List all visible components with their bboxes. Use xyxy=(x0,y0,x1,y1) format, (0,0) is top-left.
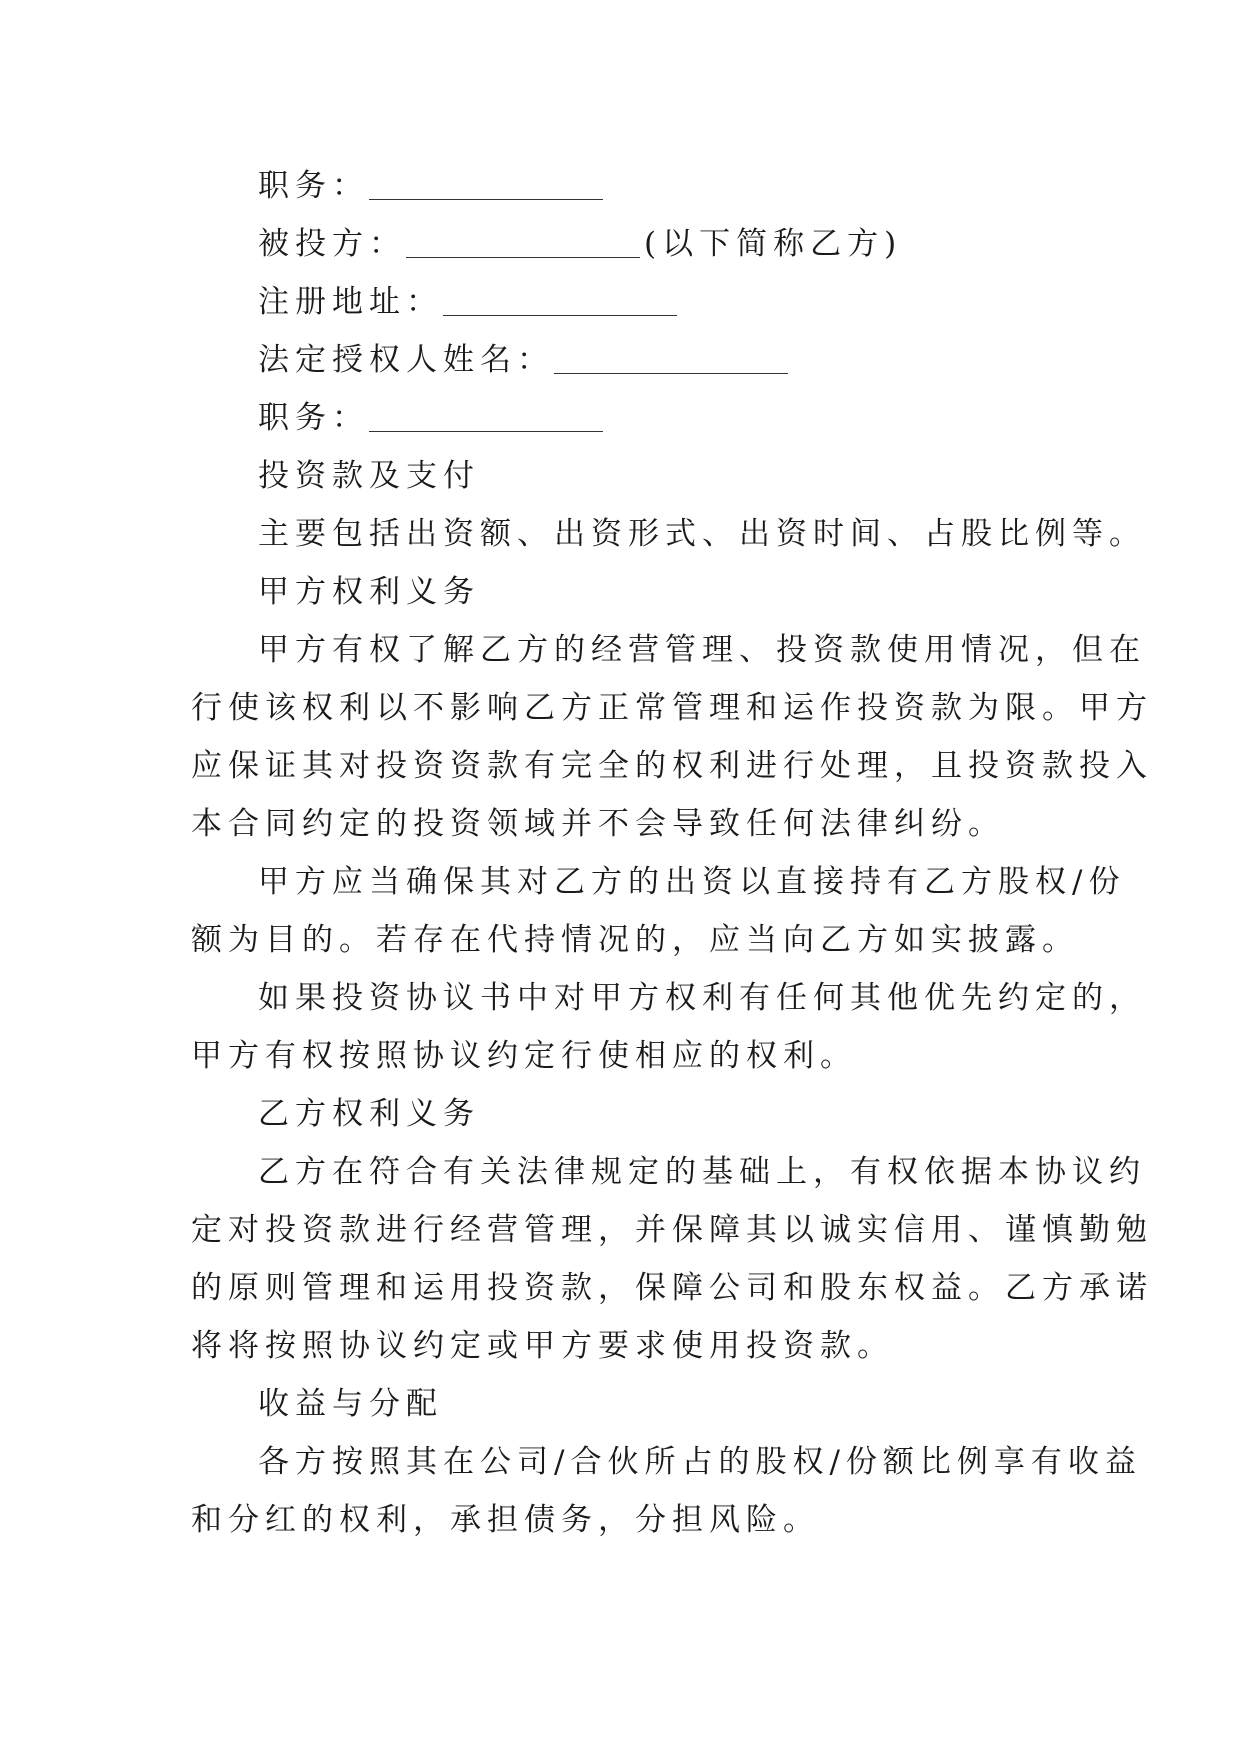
fill-blank xyxy=(369,169,603,200)
fill-blank xyxy=(443,285,677,316)
paragraph-line: 定对投资款进行经营管理，并保障其以诚实信用、谨慎勤勉 xyxy=(191,1212,1153,1248)
fill-blank xyxy=(554,343,788,374)
field-investee xyxy=(258,224,1118,264)
paragraph-line: 各方按照其在公司/合伙所占的股权/份额比例享有收益 xyxy=(258,1444,1142,1480)
field-label: 职务： xyxy=(258,400,369,436)
section-heading-party-a: 甲方权利义务 xyxy=(258,574,480,610)
section-heading-distribution: 收益与分配 xyxy=(258,1386,443,1422)
paragraph-line: 和分红的权利，承担债务，分担风险。 xyxy=(191,1502,820,1538)
paragraph-line: 额为目的。若存在代持情况的，应当向乙方如实披露。 xyxy=(191,922,1079,958)
field-note: (以下简称乙方) xyxy=(644,226,903,262)
section-heading-party-b: 乙方权利义务 xyxy=(258,1096,480,1132)
fill-blank xyxy=(406,227,640,258)
field-legal-representative xyxy=(258,340,1118,380)
paragraph-line: 的原则管理和运用投资款，保障公司和股东权益。乙方承诺 xyxy=(191,1270,1153,1306)
paragraph-line: 行使该权利以不影响乙方正常管理和运作投资款为限。甲方 xyxy=(191,690,1153,726)
paragraph-line: 将将按照协议约定或甲方要求使用投资款。 xyxy=(191,1328,894,1364)
paragraph-line: 主要包括出资额、出资形式、出资时间、占股比例等。 xyxy=(258,516,1146,552)
field-position-1 xyxy=(258,166,1118,206)
paragraph-line: 甲方有权了解乙方的经营管理、投资款使用情况，但在 xyxy=(258,632,1146,668)
paragraph-line: 本合同约定的投资领域并不会导致任何法律纠纷。 xyxy=(191,806,1005,842)
section-heading-investment: 投资款及支付 xyxy=(258,458,480,494)
field-position-2 xyxy=(258,398,1118,438)
paragraph-line: 乙方在符合有关法律规定的基础上，有权依据本协议约 xyxy=(258,1154,1146,1190)
field-label: 法定授权人姓名： xyxy=(258,342,554,378)
paragraph-line: 如果投资协议书中对甲方权利有任何其他优先约定的， xyxy=(258,980,1146,1016)
paragraph-line: 甲方有权按照协议约定行使相应的权利。 xyxy=(191,1038,857,1074)
field-label: 注册地址： xyxy=(258,284,443,320)
field-label: 被投方： xyxy=(258,226,406,262)
paragraph-line: 甲方应当确保其对乙方的出资以直接持有乙方股权/份 xyxy=(258,864,1126,900)
paragraph-line: 应保证其对投资资款有完全的权利进行处理，且投资款投入 xyxy=(191,748,1153,784)
field-label: 职务： xyxy=(258,168,369,204)
field-registered-address xyxy=(258,282,1118,322)
fill-blank xyxy=(369,401,603,432)
